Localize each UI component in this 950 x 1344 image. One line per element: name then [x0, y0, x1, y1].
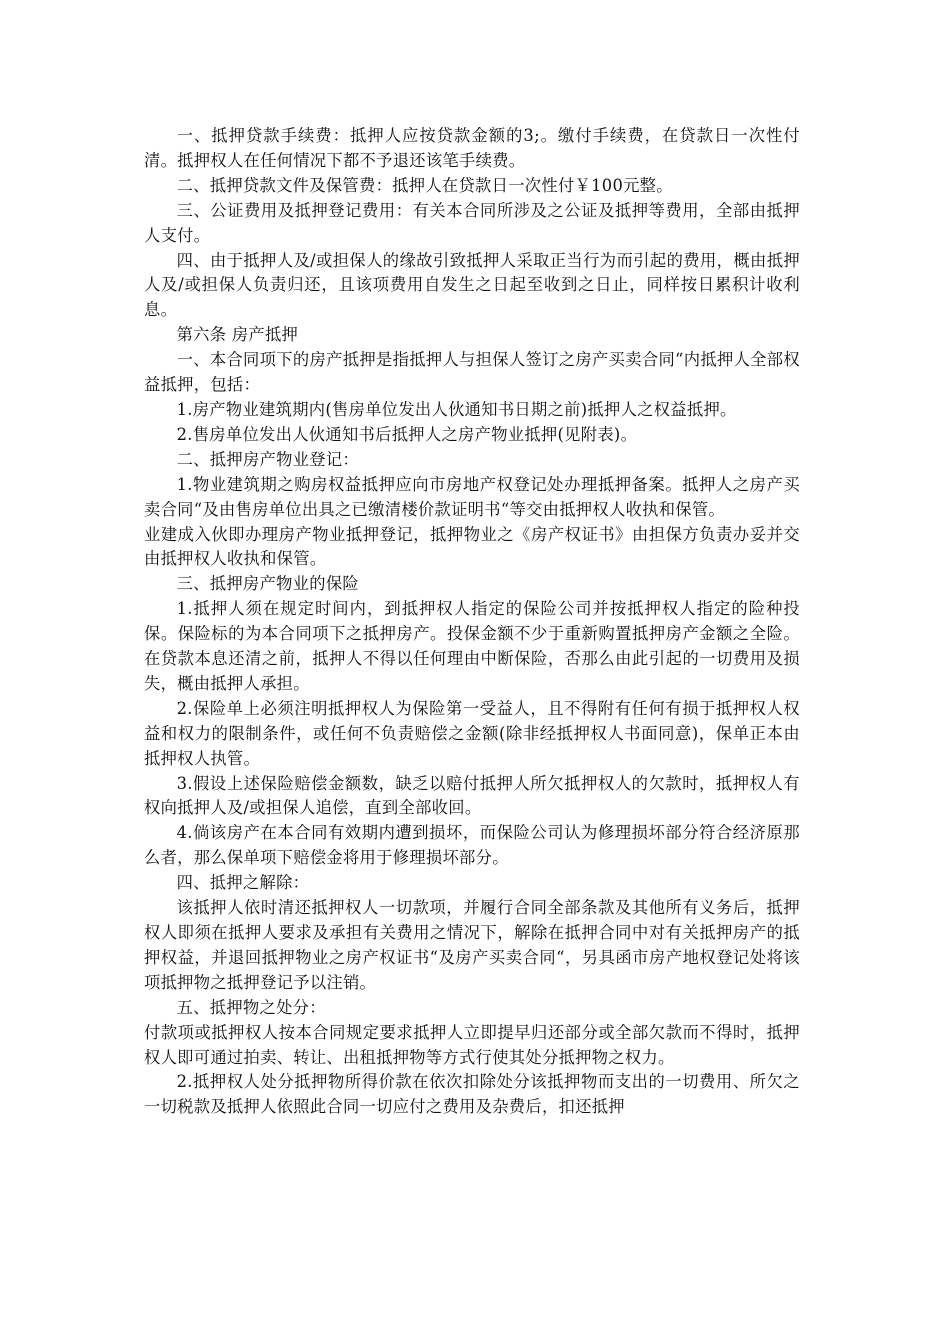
section-heading-release: 四、抵押之解除： — [176, 873, 310, 893]
paragraph-disposal-continued: 付款项或抵押权人按本合同规定要求抵押人立即提早归还部分或全部欠款而不得时，抵押权人即可通过拍卖、转让、出租抵押物等方式行使其处分抵押物之权力。 — [144, 1022, 800, 1067]
paragraph-mortgage-scope: 一、本合同项下的房产抵押是指抵押人与担保人签订之房产买卖合同“内抵押人全部权益抵押，包括： — [144, 350, 800, 395]
paragraph-registration-continued: 业建成入伙即办理房产物业抵押登记，抵押物业之《房产权证书》由担保方负责办妥并交由抵押权人收执和保管。 — [144, 524, 800, 569]
paragraph-fee-notary-registration: 三、公证费用及抵押登记费用：有关本合同所涉及之公证及抵押等费用，全部由抵押人支付。 — [144, 200, 800, 245]
paragraph-mortgage-scope-item-2: 2.售房单位发出人伙通知书后抵押人之房产物业抵押(见附表)。 — [176, 424, 638, 444]
section-heading-insurance: 三、抵押房产物业的保险 — [176, 574, 359, 594]
paragraph-mortgage-scope-item-1: 1.房产物业建筑期内(售房单位发出人伙通知书日期之前)抵押人之权益抵押。 — [176, 399, 737, 419]
paragraph-fee-handling: 一、抵押贷款手续费：抵押人应按贷款金额的3;。缴付手续费，在贷款日一次性付清。抵押权人在任何情况下都不予退还该笔手续费。 — [144, 126, 800, 170]
paragraph-insurance-item-4: 4.倘该房产在本合同有效期内遭到损坏，而保险公司认为修理损坏部分符合经济原那么者，那么保单项下赔偿金将用于修理损坏部分。 — [144, 823, 800, 868]
paragraph-insurance-item-2: 2.保险单上必须注明抵押权人为保险第一受益人，且不得附有任何有损于抵押权人权益和权力的限制条件，或任何不负责赔偿之金额(除非经抵押权人书面同意)，保单正本由抵押权人执管。 — [144, 698, 800, 768]
paragraph-disposal-item-2: 2.抵押权人处分抵押物所得价款在依次扣除处分该抵押物而支出的一切费用、所欠之一切税款及抵押人依照此合同一切应付之费用及杂费后，扣还抵押 — [144, 1072, 800, 1117]
document-body — [144, 124, 800, 1120]
paragraph-fee-document-custody: 二、抵押贷款文件及保管费：抵押人在贷款日一次性付￥100元整。 — [176, 175, 673, 195]
paragraph-registration-item-1: 1.物业建筑期之购房权益抵押应向市房地产权登记处办理抵押备案。抵押人之房产买卖合同“及由售房单位出具之已缴清楼价款证明书“等交由抵押权人收执和保管。 — [144, 474, 800, 519]
section-heading-disposal: 五、抵押物之处分： — [176, 997, 326, 1017]
paragraph-insurance-item-1: 1.抵押人须在规定时间内，到抵押权人指定的保险公司并按抵押权人指定的险种投保。保险标的为本合同项下之抵押房产。投保金额不少于重新购置抵押房产金额之全险。在贷款本息还清之前，抵押人不得以任何理由中断保险，否那么由此引起的一切费用及损失，概由抵押人承担。 — [144, 599, 800, 693]
paragraph-insurance-item-3: 3.假设上述保险赔偿金额数，缺乏以赔付抵押人所欠抵押权人的欠款时，抵押权人有权向抵押人及/或担保人追偿，直到全部收回。 — [144, 773, 800, 818]
section-heading-registration: 二、抵押房产物业登记： — [176, 449, 359, 469]
paragraph-release: 该抵押人依时清还抵押权人一切款项，并履行合同全部条款及其他所有义务后，抵押权人即须在抵押人要求及承担有关费用之情况下，解除在抵押合同中对有关抵押房产的抵押权益，并退回抵押物业之房产权证书“及房产买卖合同“，另具函市房产地权登记处将该项抵押物之抵押登记予以注销。 — [144, 898, 800, 992]
paragraph-fee-reimbursement: 四、由于抵押人及/或担保人的缘故引致抵押人采取正当行为而引起的费用，概由抵押人及/或担保人负责归还，且该项费用自发生之日起至收到之日止，同样按日累积计收利息。 — [144, 250, 800, 320]
article-heading-property-mortgage: 第六条 房产抵押 — [176, 325, 299, 345]
